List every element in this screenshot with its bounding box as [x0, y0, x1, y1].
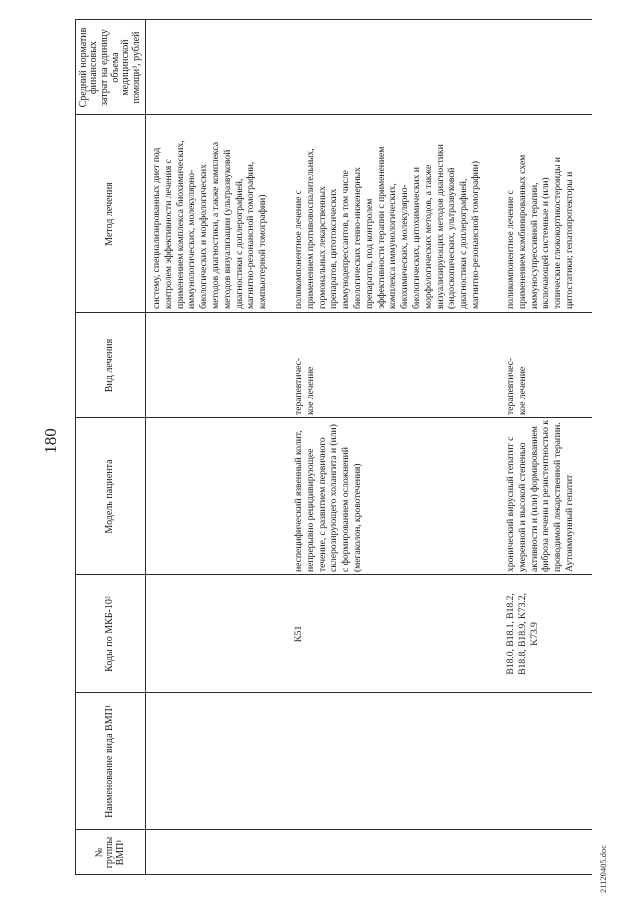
treatment-method-cell: систему, специализированных диет под контролем эффективности лечения с применением комплекса биохимических, иммунологических, молекулярно- биологических и морфологических методов диагностики, а также комплекса методов визуализации (ультразвуковой диагностики с доплерографией, магнитно-резонансной томографии, компьютерной томографии) [151, 140, 269, 309]
header-label: Модель пациента [104, 459, 116, 534]
column-rule [75, 312, 592, 313]
header-treatment-type [76, 313, 145, 418]
patient-model-cell: хронический вирусный гепатит с умеренной и высокой степенью активности и (или) формированием фиброза печени и резистентностью к проводимой лекарственной терапии. Аутоиммунный гепатит [505, 420, 575, 572]
page-number: 180 [41, 428, 60, 454]
header-treatment-method [76, 115, 145, 313]
header-label: Средний норматив финансовых затрат на единицу объема медицинской помощи³, рублей [77, 27, 142, 108]
footer-file-name: 21120405.doc [598, 844, 608, 893]
header-avg-cost [76, 20, 145, 115]
column-rule [75, 19, 592, 20]
column-rule [75, 417, 592, 418]
header-patient-model [76, 418, 145, 575]
treatment-method-cell: поликомпонентное лечение с применением комбинированных схем иммуносупрессивной терапии, включающей системные и (или) топические глюкокортикостероиды и цитостатики; гепатопротекторы и [505, 154, 575, 309]
header-icd-codes [76, 575, 145, 693]
header-bottom-rule [145, 19, 146, 875]
header-vmp-name [76, 693, 145, 830]
column-rule [75, 829, 592, 830]
treatment-type-cell: терапевтичес- кое лечение [293, 357, 316, 415]
icd-codes-cell: B18.0, B18.1, B18.2, B18.8, B18.9, K73.2, K73.9 [505, 593, 540, 675]
treatment-method-cell: поликомпонентное лечение с применением противовоспалительных, гормональных лекарственных препаратов, цитотоксических иммунодепрессантов, в том числе биологических генно-инженерных препаратов, под контролем эффективности терапии с применением комплекса иммунологических, биохимических, молекулярно- биологических, цитохимических и морфологических методов, а также визуализирующих методов диагностики (эндоскопических, ультразвуковой диагностики с доплерографией, магнитно-резонансной томографии) [293, 144, 481, 309]
icd-codes-cell: K51 [293, 625, 304, 643]
patient-model-cell: неспецифический язвенный колит, непрерывно рецидивирующее течение, с развитием первичного склерозирующего холангита и (или) с формированием осложнений (мегаколон, кровотечения) [293, 424, 363, 572]
header-group-no [76, 830, 145, 875]
header-label: Метод лечения [104, 182, 116, 246]
header-label: Вид лечения [104, 338, 116, 393]
header-label: № группы ВМП¹ [93, 836, 126, 869]
column-rule [75, 114, 592, 115]
treatment-type-cell: терапевтичес- кое лечение [505, 357, 528, 415]
header-label: Наименование вида ВМП¹ [104, 705, 116, 818]
header-label: Коды по МКБ-10² [104, 596, 116, 672]
column-rule [75, 874, 592, 875]
